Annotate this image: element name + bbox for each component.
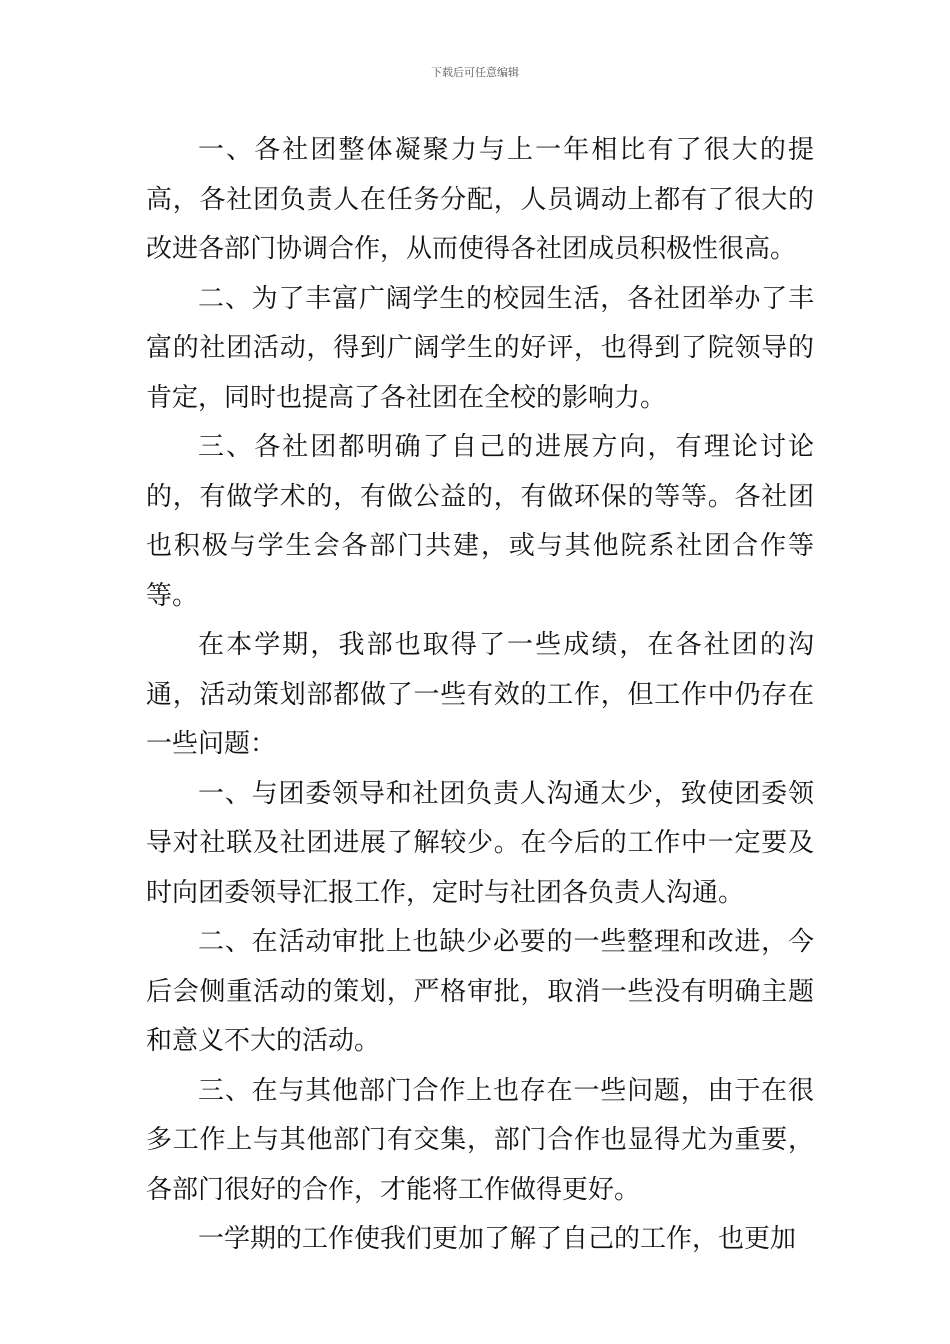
paragraph-1: 一、各社团整体凝聚力与上一年相比有了很大的提高，各社团负责人在任务分配，人员调动上都有了很大的改进各部门协调合作，从而使得各社团成员积极性很高。 <box>146 135 814 264</box>
paragraph-4: 在本学期，我部也取得了一些成绩，在各社团的沟通，活动策划部都做了一些有效的工作，但工作中仍存在一些问题： <box>146 630 814 759</box>
header-note: 下载后可任意编辑 <box>431 66 519 79</box>
paragraph-3: 三、各社团都明确了自己的进展方向，有理论讨论的，有做学术的，有做公益的，有做环保的等等。各社团也积极与学生会各部门共建，或与其他院系社团合作等等。 <box>146 432 814 611</box>
paragraph-8: 一学期的工作使我们更加了解了自己的工作，也更加 <box>198 1224 797 1254</box>
paragraph-6: 二、在活动审批上也缺少必要的一些整理和改进，今后会侧重活动的策划，严格审批，取消一些没有明确主题和意义不大的活动。 <box>146 927 814 1056</box>
paragraph-7: 三、在与其他部门合作上也存在一些问题，由于在很多工作上与其他部门有交集，部门合作也显得尤为重要，各部门很好的合作，才能将工作做得更好。 <box>146 1075 814 1205</box>
document-body <box>146 126 814 1265</box>
paragraph-2: 二、为了丰富广阔学生的校园生活，各社团举办了丰富的社团活动，得到广阔学生的好评，也得到了院领导的肯定，同时也提高了各社团在全校的影响力。 <box>146 283 814 413</box>
paragraph-5: 一、与团委领导和社团负责人沟通太少，致使团委领导对社联及社团进展了解较少。在今后的工作中一定要及时向团委领导汇报工作，定时与社团各负责人沟通。 <box>146 778 814 908</box>
